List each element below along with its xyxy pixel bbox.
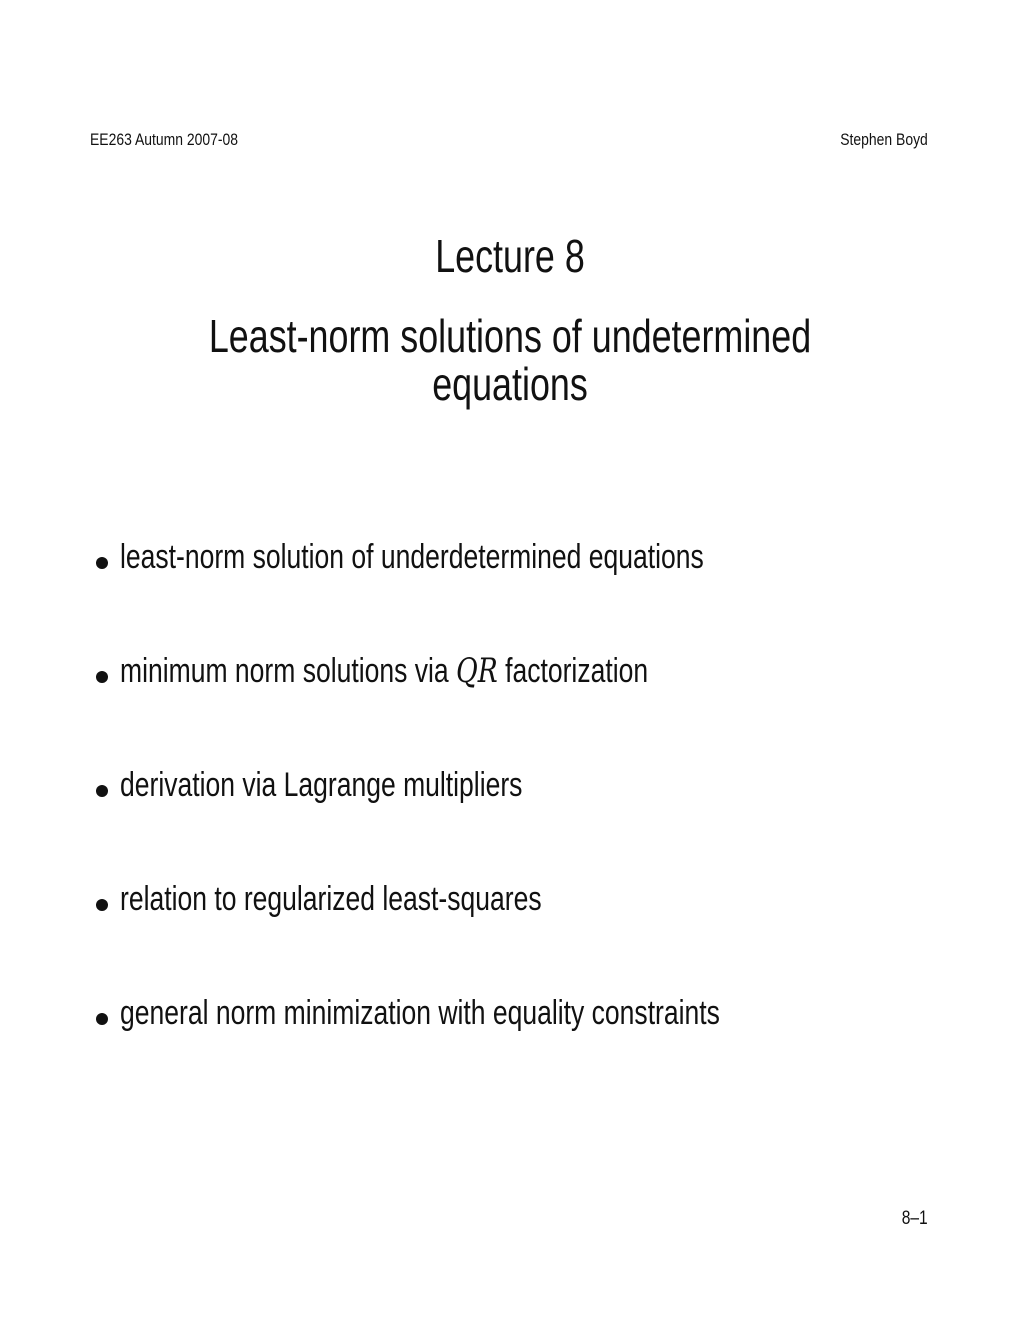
lecture-title <box>112 312 908 408</box>
topic-text: least-norm solution of underdetermined equations <box>120 538 704 576</box>
list-item <box>96 762 889 876</box>
page-number: 8–1 <box>902 1208 928 1229</box>
bullet-icon <box>96 557 108 569</box>
list-item <box>96 534 889 648</box>
bullet-icon <box>96 785 108 797</box>
lecture-title-line-2: equations <box>432 358 588 410</box>
topic-text <box>120 648 648 694</box>
course-header: EE263 Autumn 2007-08 <box>90 130 239 149</box>
bullet-icon <box>96 671 108 683</box>
topic-text: relation to regularized least-squares <box>120 880 542 918</box>
topic-list <box>96 534 889 1104</box>
author-header: Stephen Boyd <box>840 130 928 149</box>
list-item <box>96 876 889 990</box>
title-block <box>0 222 1020 408</box>
topic-text-before: minimum norm solutions via <box>120 652 457 690</box>
lecture-number: Lecture 8 <box>435 230 585 282</box>
lecture-title-line-1: Least-norm solutions of undetermined <box>208 310 812 362</box>
list-item <box>96 648 889 762</box>
list-item <box>96 990 889 1104</box>
bullet-icon <box>96 899 108 911</box>
math-qr: QR <box>456 651 498 691</box>
topic-text: general norm minimization with equality constraints <box>120 994 720 1032</box>
topic-text: derivation via Lagrange multipliers <box>120 766 523 804</box>
topic-text-after: factorization <box>497 652 649 690</box>
bullet-icon <box>96 1013 108 1025</box>
